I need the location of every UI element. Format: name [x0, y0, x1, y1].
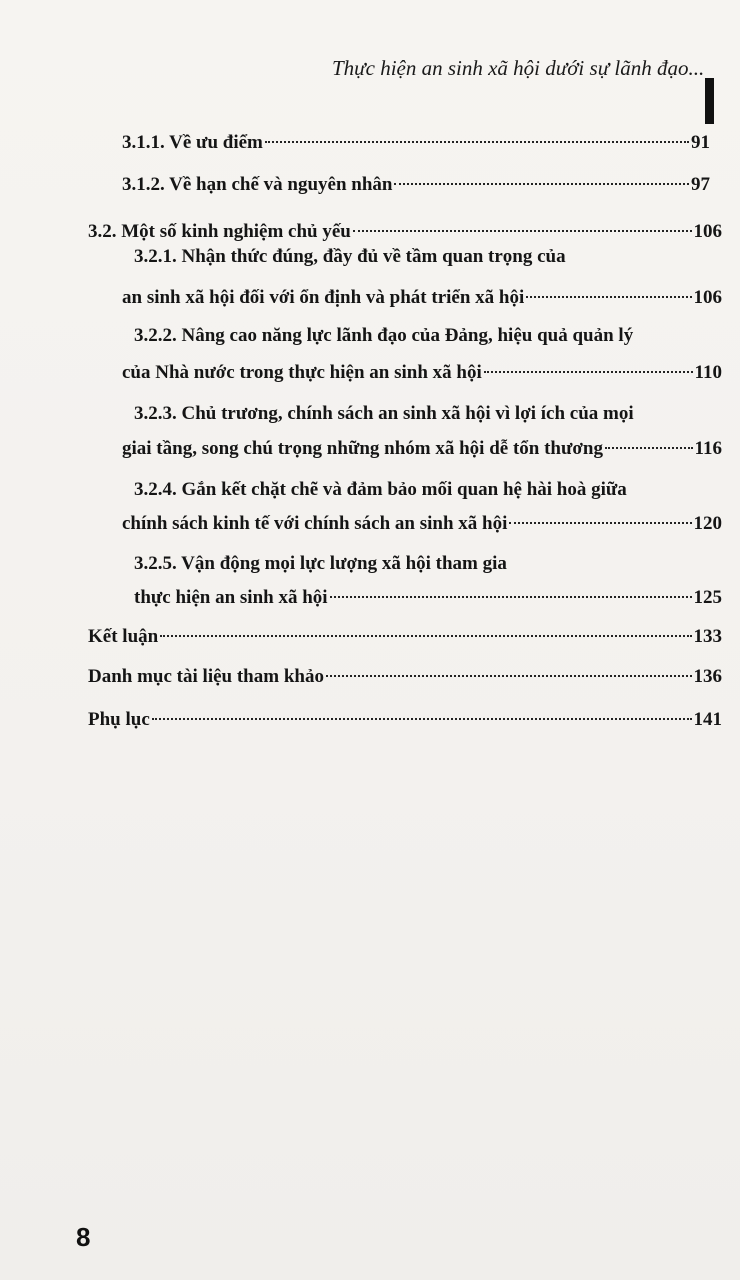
- toc-entry-tai-lieu-tham-khao[interactable]: [88, 665, 722, 689]
- toc-entry-3-2-4[interactable]: [122, 512, 722, 536]
- dot-leader: [509, 522, 691, 524]
- toc-entry-3-2-4-line1[interactable]: 3.2.4. Gắn kết chặt chẽ và đảm bảo mối quan hệ hài hoà giữa: [134, 479, 627, 500]
- toc-entry-3-2-5[interactable]: [134, 586, 722, 610]
- toc-entry-3-1-2[interactable]: [122, 173, 710, 197]
- toc-entry-3-2-3[interactable]: [122, 437, 722, 461]
- toc-entry-title: giai tầng, song chú trọng những nhóm xã hội dễ tổn thương: [122, 438, 603, 459]
- toc-page-number: 106: [693, 287, 722, 308]
- toc-page-number: 106: [693, 221, 722, 242]
- toc-entry-title: an sinh xã hội đối với ổn định và phát triển xã hội: [122, 287, 525, 308]
- toc-entry-3-1-1[interactable]: [122, 131, 710, 155]
- toc-entry-3-2-1[interactable]: [122, 286, 722, 310]
- toc-entry-3-2[interactable]: [88, 220, 722, 244]
- toc-entry-title: thực hiện an sinh xã hội: [134, 587, 328, 608]
- toc-page-number: 125: [693, 587, 722, 608]
- toc-entry-ket-luan[interactable]: [88, 625, 722, 649]
- running-header: Thực hiện an sinh xã hội dưới sự lãnh đạo...: [332, 56, 705, 80]
- dot-leader: [353, 230, 692, 232]
- toc-entry-title: 3.1.2. Về hạn chế và nguyên nhân: [122, 174, 393, 195]
- dot-leader: [265, 141, 689, 143]
- toc-page-number: 133: [693, 626, 722, 647]
- dot-leader: [160, 635, 691, 637]
- toc-entry-title: của Nhà nước trong thực hiện an sinh xã hội: [122, 362, 482, 383]
- dot-leader: [484, 371, 693, 373]
- toc-entry-title: Danh mục tài liệu tham khảo: [88, 666, 324, 687]
- toc-entry-phu-luc[interactable]: [88, 708, 722, 732]
- dot-leader: [152, 718, 692, 720]
- toc-page-number: 120: [693, 513, 722, 534]
- toc-entry-title: 3.1.1. Về ưu điểm: [122, 132, 263, 153]
- toc-entry-3-2-2-line1[interactable]: 3.2.2. Nâng cao năng lực lãnh đạo của Đảng, hiệu quả quản lý: [134, 325, 634, 346]
- dot-leader: [526, 296, 691, 298]
- toc-entry-title: Phụ lục: [88, 709, 150, 730]
- dot-leader: [605, 447, 693, 449]
- toc-entry-title: 3.2. Một số kinh nghiệm chủ yếu: [88, 221, 351, 242]
- header-bar: [705, 78, 714, 124]
- toc-entry-title: Kết luận: [88, 626, 159, 647]
- toc-entry-3-2-3-line1[interactable]: 3.2.3. Chủ trương, chính sách an sinh xã hội vì lợi ích của mọi: [134, 403, 634, 424]
- dot-leader: [394, 183, 689, 185]
- toc-page-number: 136: [693, 666, 722, 687]
- dot-leader: [326, 675, 692, 677]
- toc-entry-3-2-5-line1[interactable]: 3.2.5. Vận động mọi lực lượng xã hội tham gia: [134, 553, 507, 574]
- toc-page-number: 110: [694, 362, 722, 383]
- toc-page-number: 97: [691, 174, 710, 195]
- toc-page-number: 91: [691, 132, 710, 153]
- toc-entry-title: chính sách kinh tế với chính sách an sinh xã hội: [122, 513, 508, 534]
- dot-leader: [330, 596, 692, 598]
- toc-page-number: 141: [693, 709, 722, 730]
- toc-entry-3-2-2[interactable]: [122, 361, 722, 385]
- toc-entry-3-2-1-line1[interactable]: 3.2.1. Nhận thức đúng, đầy đủ về tầm quan trọng của: [134, 246, 566, 267]
- toc-page-number: 116: [694, 438, 722, 459]
- page-number: 8: [76, 1222, 91, 1252]
